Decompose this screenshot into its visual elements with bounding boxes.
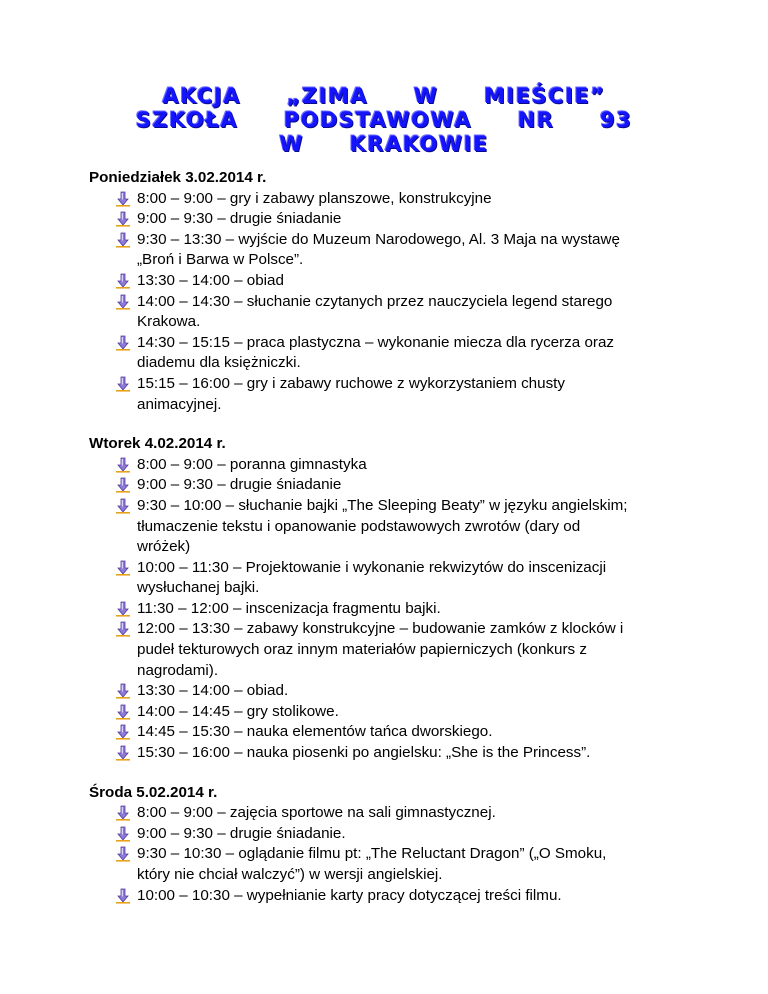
schedule-item-line: tłumaczenie tekstu i opanowanie podstawowych zwrotów (dary od <box>137 517 581 535</box>
arrow-down-bullet-icon <box>115 724 131 740</box>
schedule-item-line: 14:00 – 14:30 – słuchanie czytanych przez nauczyciela legend starego <box>137 292 613 310</box>
schedule-item <box>89 722 689 743</box>
schedule-item <box>89 702 689 723</box>
schedule-item <box>89 824 689 845</box>
schedule-item <box>89 455 689 476</box>
schedule-item <box>89 681 689 702</box>
schedule-item <box>89 803 689 824</box>
schedule-item-line: Krakowa. <box>137 313 201 331</box>
day-section <box>89 783 689 907</box>
day-heading: Wtorek 4.02.2014 r. <box>89 435 226 453</box>
schedule-item-line: 9:30 – 10:30 – oglądanie filmu pt: „The Reluctant Dragon” („O Smoku, <box>137 845 607 863</box>
schedule-item <box>89 333 689 374</box>
title-line-1: AKCJA „ZIMA W MIEŚCIE” <box>162 84 606 108</box>
day-section <box>89 434 689 764</box>
schedule-item <box>89 558 689 599</box>
schedule-item-line: wróżek) <box>137 538 191 556</box>
day-heading: Środa 5.02.2014 r. <box>89 783 218 801</box>
arrow-down-bullet-icon <box>115 888 131 904</box>
arrow-down-bullet-icon <box>115 294 131 310</box>
schedule-item <box>89 844 689 885</box>
schedule-item <box>89 475 689 496</box>
schedule-item-line: 11:30 – 12:00 – inscenizacja fragmentu bajki. <box>137 599 441 617</box>
arrow-down-bullet-icon <box>115 191 131 207</box>
schedule-item-line: 15:30 – 16:00 – nauka piosenki po angielsku: „She is the Princess”. <box>137 744 591 762</box>
arrow-down-bullet-icon <box>115 376 131 392</box>
title-line-3: W KRAKOWIE <box>279 132 489 156</box>
arrow-down-bullet-icon <box>115 805 131 821</box>
schedule-item-line: 9:30 – 10:00 – słuchanie bajki „The Sleeping Beaty” w języku angielskim; <box>137 496 628 514</box>
schedule-item <box>89 374 689 415</box>
arrow-down-bullet-icon <box>115 621 131 637</box>
schedule-item <box>89 619 689 681</box>
schedule-item-line: 15:15 – 16:00 – gry i zabawy ruchowe z wykorzystaniem chusty <box>137 374 565 392</box>
schedule-item-line: 10:00 – 10:30 – wypełnianie karty pracy dotyczącej treści filmu. <box>137 886 562 904</box>
arrow-down-bullet-icon <box>115 826 131 842</box>
schedule-content <box>89 168 689 925</box>
arrow-down-bullet-icon <box>115 477 131 493</box>
schedule-item-line: nagrodami). <box>137 661 219 679</box>
schedule-item-line: „Broń i Barwa w Polsce”. <box>137 251 304 269</box>
schedule-item <box>89 599 689 620</box>
arrow-down-bullet-icon <box>115 457 131 473</box>
arrow-down-bullet-icon <box>115 211 131 227</box>
title-line-2: SZKOŁA PODSTAWOWA NR 93 <box>135 108 633 132</box>
schedule-item-line: animacyjnej. <box>137 395 222 413</box>
day-section <box>89 168 689 415</box>
schedule-item <box>89 230 689 271</box>
document-title <box>0 84 768 156</box>
schedule-item <box>89 886 689 907</box>
arrow-down-bullet-icon <box>115 232 131 248</box>
arrow-down-bullet-icon <box>115 704 131 720</box>
schedule-item-line: 8:00 – 9:00 – zajęcia sportowe na sali gimnastycznej. <box>137 804 496 822</box>
schedule-list <box>89 455 689 764</box>
schedule-item-line: 14:30 – 15:15 – praca plastyczna – wykonanie miecza dla rycerza oraz <box>137 333 614 351</box>
schedule-item-line: diademu dla księżniczki. <box>137 354 301 372</box>
schedule-item <box>89 189 689 210</box>
schedule-item-line: wysłuchanej bajki. <box>137 579 260 597</box>
arrow-down-bullet-icon <box>115 846 131 862</box>
schedule-item <box>89 496 689 558</box>
schedule-item <box>89 743 689 764</box>
arrow-down-bullet-icon <box>115 683 131 699</box>
schedule-item-line: 14:00 – 14:45 – gry stolikowe. <box>137 702 339 720</box>
schedule-item-line: 9:00 – 9:30 – drugie śniadanie <box>137 210 342 228</box>
arrow-down-bullet-icon <box>115 273 131 289</box>
schedule-item-line: 10:00 – 11:30 – Projektowanie i wykonanie rekwizytów do inscenizacji <box>137 558 607 576</box>
schedule-list <box>89 189 689 416</box>
schedule-item-line: 13:30 – 14:00 – obiad. <box>137 682 289 700</box>
schedule-item-line: 9:00 – 9:30 – drugie śniadanie. <box>137 824 346 842</box>
schedule-list <box>89 803 689 906</box>
schedule-item-line: który nie chciał walczyć”) w wersji angielskiej. <box>137 866 443 883</box>
schedule-item-line: 9:00 – 9:30 – drugie śniadanie <box>137 476 342 494</box>
schedule-item-line: 12:00 – 13:30 – zabawy konstrukcyjne – budowanie zamków z klocków i <box>137 620 624 638</box>
schedule-item-line: 8:00 – 9:00 – poranna gimnastyka <box>137 455 367 473</box>
schedule-item <box>89 209 689 230</box>
arrow-down-bullet-icon <box>115 498 131 514</box>
schedule-item-line: 13:30 – 14:00 – obiad <box>137 271 284 289</box>
schedule-item-line: 14:45 – 15:30 – nauka elementów tańca dworskiego. <box>137 723 493 741</box>
arrow-down-bullet-icon <box>115 745 131 761</box>
arrow-down-bullet-icon <box>115 601 131 617</box>
schedule-item-line: 9:30 – 13:30 – wyjście do Muzeum Narodowego, Al. 3 Maja na wystawę <box>137 230 620 248</box>
arrow-down-bullet-icon <box>115 560 131 576</box>
schedule-item-line: pudeł tekturowych oraz innym materiałów papierniczych (konkurs z <box>137 641 587 659</box>
schedule-item <box>89 292 689 333</box>
schedule-item-line: 8:00 – 9:00 – gry i zabawy planszowe, konstrukcyjne <box>137 189 492 207</box>
schedule-item <box>89 271 689 292</box>
day-heading: Poniedziałek 3.02.2014 r. <box>89 169 267 186</box>
arrow-down-bullet-icon <box>115 335 131 351</box>
